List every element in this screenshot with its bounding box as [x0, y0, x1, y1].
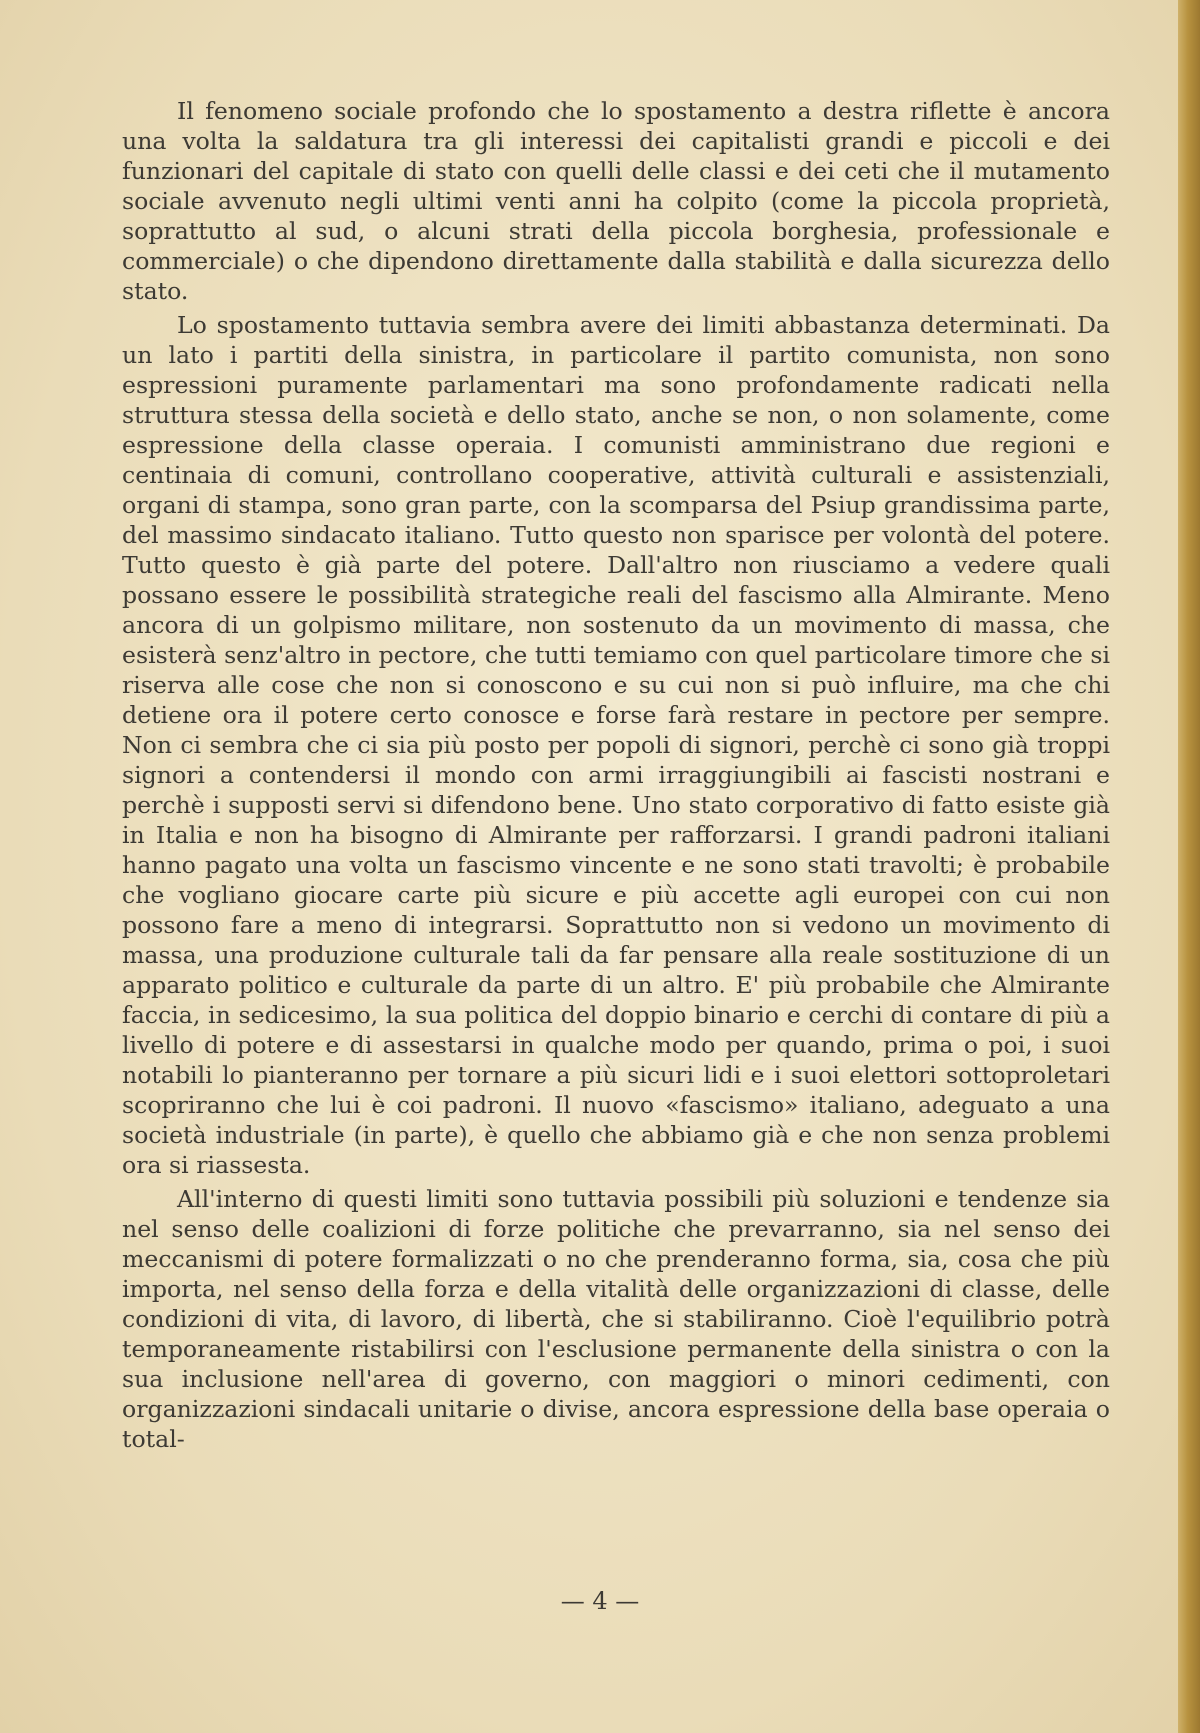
page-edge — [1178, 0, 1200, 1733]
body-text — [122, 96, 1110, 1458]
paragraph-2: Lo spostamento tuttavia sembra avere dei limiti abbastanza determinati. Da un lato i partiti della sinistra, in particolare il partito comunista, non sono espressioni puramente parlamentari ma sono profondamente radicati nella struttura stessa della società e dello stato, anche se non, o non solamente, come espressione della classe operaia. I comunisti amministrano due regioni e centinaia di comuni, controllano cooperative, attività culturali e assistenziali, organi di stampa, sono gran parte, con la scomparsa del Psiup grandissima parte, del massimo sindacato italiano. Tutto questo non sparisce per volontà del potere. Tutto questo è già parte del potere. Dall'altro non riusciamo a vedere quali possano essere le possibilità strategiche reali del fascismo alla Almirante. Meno ancora di un golpismo militare, non sostenuto da un movimento di massa, che esisterà senz'altro in pectore, che tutti temiamo con quel particolare timore che si riserva alle cose che non si conoscono e su cui non si può influire, ma che chi detiene ora il potere certo conosce e forse farà restare in pectore per sempre. Non ci sembra che ci sia più posto per popoli di signori, perchè ci sono già troppi signori a contendersi il mondo con armi irraggiungibili ai fascisti nostrani e perchè i supposti servi si difendono bene. Uno stato corporativo di fatto esiste già in Italia e non ha bisogno di Almirante per rafforzarsi. I grandi padroni italiani hanno pagato una volta un fascismo vincente e ne sono stati travolti; è probabile che vogliano giocare carte più sicure e più accette agli europei con cui non possono fare a meno di integrarsi. Soprattutto non si vedono un movimento di massa, una produzione culturale tali da far pensare alla reale sostituzione di un apparato politico e culturale da parte di un altro. E' più probabile che Almirante faccia, in sedicesimo, la sua politica del doppio binario e cerchi di contare di più a livello di potere e di assestarsi in qualche modo per quando, prima o poi, i suoi notabili lo pianteranno per tornare a più sicuri lidi e i suoi elettori sottoproletari scopriranno che lui è coi padroni. Il nuovo «fascismo» italiano, adeguato a una società industriale (in parte), è quello che abbiamo già e che non senza problemi ora si riassesta. — [122, 311, 1110, 1179]
paragraph-3: All'interno di questi limiti sono tuttavia possibili più soluzioni e tendenze sia nel senso delle coalizioni di forze politiche che prevarranno, sia nel senso dei meccanismi di potere formalizzati o no che prenderanno forma, sia, cosa che più importa, nel senso della forza e della vitalità delle organizzazioni di classe, delle condizioni di vita, di lavoro, di libertà, che si stabiliranno. Cioè l'equilibrio potrà temporaneamente ristabilirsi con l'esclusione permanente della sinistra o con la sua inclusione nell'area di governo, con maggiori o minori cedimenti, con organizzazioni sindacali unitarie o divise, ancora espressione della base operaia o total- — [122, 1185, 1110, 1453]
paragraph-1: Il fenomeno sociale profondo che lo spostamento a destra riflette è ancora una volta la saldatura tra gli interessi dei capitalisti grandi e piccoli e dei funzionari del capitale di stato con quelli delle classi e dei ceti che il mutamento sociale avvenuto negli ultimi venti anni ha colpito (come la piccola proprietà, soprattutto al sud, o alcuni strati della piccola borghesia, professionale e commerciale) o che dipendono direttamente dalla stabilità e dalla sicurezza dello stato. — [122, 97, 1110, 305]
page-number: — 4 — — [560, 1587, 640, 1615]
